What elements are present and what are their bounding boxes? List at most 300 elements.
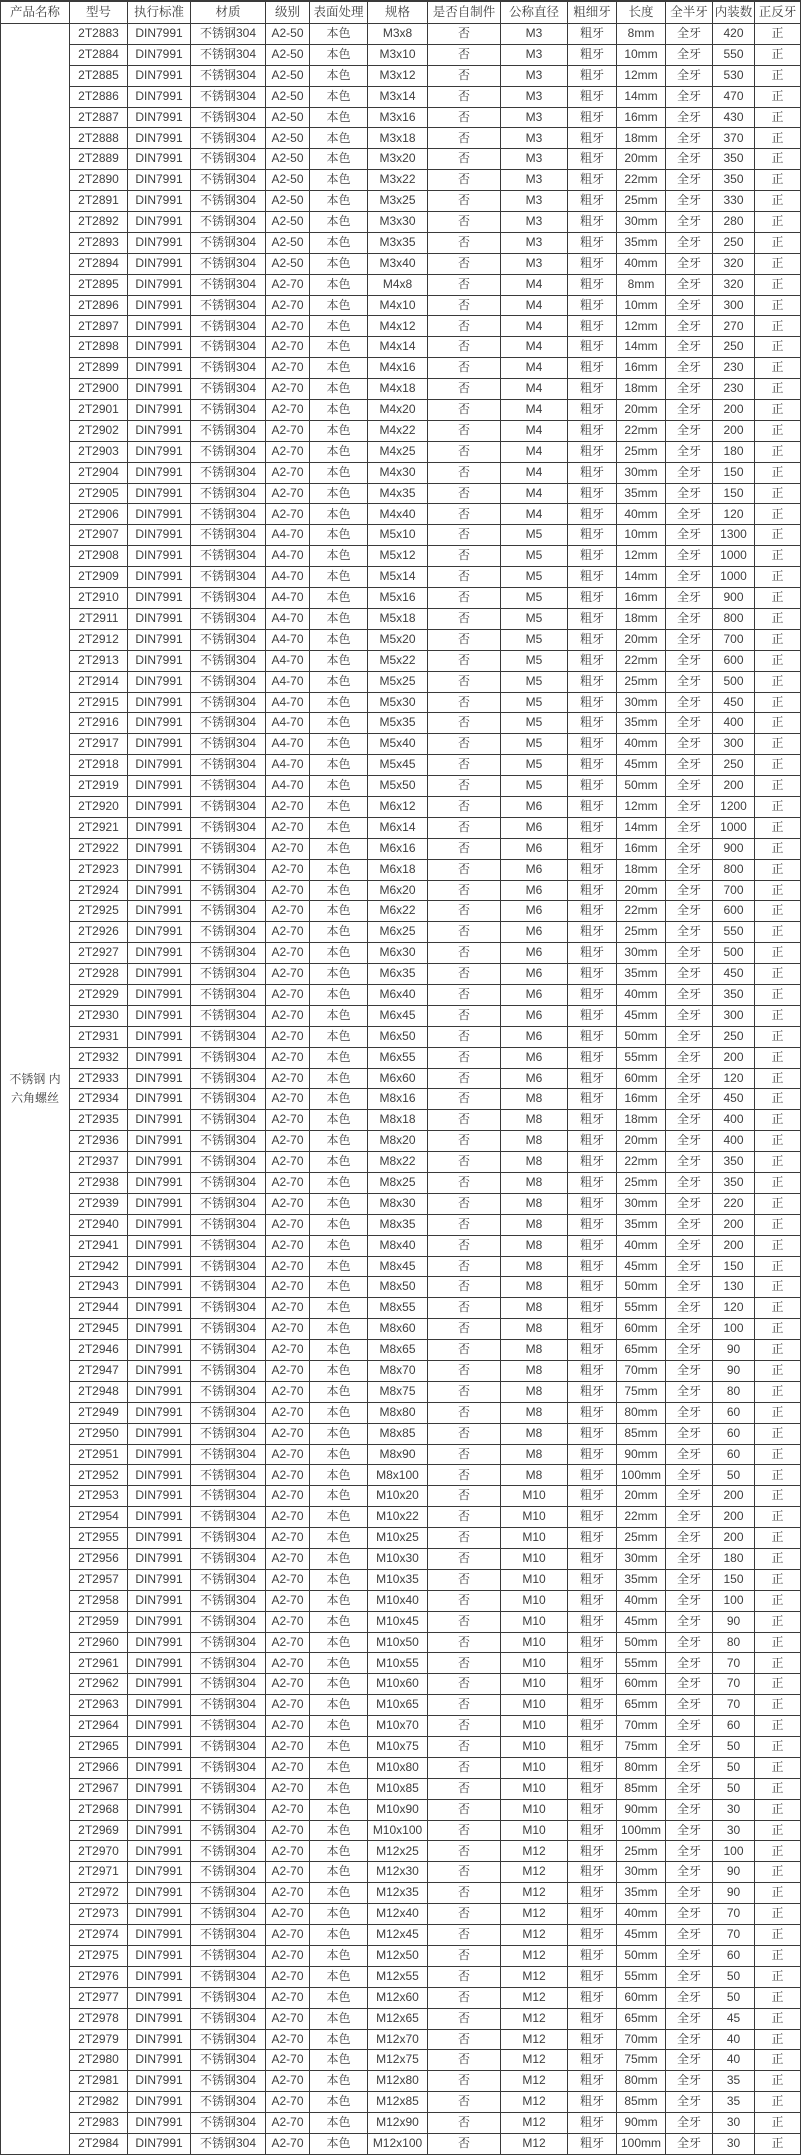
material-cell: 不锈钢304 bbox=[191, 755, 266, 776]
standard-cell: DIN7991 bbox=[128, 817, 191, 838]
table-row bbox=[1, 1235, 801, 1256]
spec-cell: M5x25 bbox=[368, 671, 428, 692]
standard-cell: DIN7991 bbox=[128, 1757, 191, 1778]
pack-qty-cell: 130 bbox=[713, 1277, 755, 1298]
surface-cell: 本色 bbox=[310, 1402, 368, 1423]
model-cell: 2T2941 bbox=[70, 1235, 128, 1256]
surface-cell: 本色 bbox=[310, 170, 368, 191]
thread-pitch-cell: 粗牙 bbox=[568, 588, 617, 609]
length-cell: 25mm bbox=[617, 1528, 666, 1549]
material-cell: 不锈钢304 bbox=[191, 504, 266, 525]
model-cell: 2T2909 bbox=[70, 567, 128, 588]
model-cell: 2T2945 bbox=[70, 1319, 128, 1340]
standard-cell: DIN7991 bbox=[128, 149, 191, 170]
standard-cell: DIN7991 bbox=[128, 295, 191, 316]
table-row bbox=[1, 1068, 801, 1089]
material-cell: 不锈钢304 bbox=[191, 817, 266, 838]
length-cell: 55mm bbox=[617, 1047, 666, 1068]
table-row bbox=[1, 1361, 801, 1382]
pack-qty-cell: 1000 bbox=[713, 817, 755, 838]
surface-cell: 本色 bbox=[310, 671, 368, 692]
standard-cell: DIN7991 bbox=[128, 1883, 191, 1904]
table-row bbox=[1, 588, 801, 609]
material-cell: 不锈钢304 bbox=[191, 1904, 266, 1925]
thread-type-cell: 全牙 bbox=[666, 1005, 713, 1026]
surface-cell: 本色 bbox=[310, 379, 368, 400]
spec-cell: M6x60 bbox=[368, 1068, 428, 1089]
surface-cell: 本色 bbox=[310, 128, 368, 149]
model-cell: 2T2901 bbox=[70, 400, 128, 421]
thread-direction-cell: 正 bbox=[755, 901, 801, 922]
self-made-cell: 否 bbox=[428, 1235, 501, 1256]
self-made-cell: 否 bbox=[428, 441, 501, 462]
material-cell: 不锈钢304 bbox=[191, 901, 266, 922]
thread-pitch-cell: 粗牙 bbox=[568, 2008, 617, 2029]
surface-cell: 本色 bbox=[310, 86, 368, 107]
length-cell: 22mm bbox=[617, 901, 666, 922]
self-made-cell: 否 bbox=[428, 2092, 501, 2113]
standard-cell: DIN7991 bbox=[128, 274, 191, 295]
pack-qty-cell: 250 bbox=[713, 232, 755, 253]
standard-cell: DIN7991 bbox=[128, 1569, 191, 1590]
material-cell: 不锈钢304 bbox=[191, 2050, 266, 2071]
model-cell: 2T2960 bbox=[70, 1632, 128, 1653]
thread-type-cell: 全牙 bbox=[666, 253, 713, 274]
thread-pitch-cell: 粗牙 bbox=[568, 483, 617, 504]
length-cell: 30mm bbox=[617, 212, 666, 233]
spec-cell: M12x75 bbox=[368, 2050, 428, 2071]
spec-cell: M10x85 bbox=[368, 1778, 428, 1799]
surface-cell: 本色 bbox=[310, 1068, 368, 1089]
spec-cell: M10x30 bbox=[368, 1549, 428, 1570]
thread-direction-cell: 正 bbox=[755, 1653, 801, 1674]
material-cell: 不锈钢304 bbox=[191, 1005, 266, 1026]
pack-qty-cell: 320 bbox=[713, 274, 755, 295]
length-cell: 16mm bbox=[617, 107, 666, 128]
table-row bbox=[1, 462, 801, 483]
length-cell: 18mm bbox=[617, 128, 666, 149]
thread-type-cell: 全牙 bbox=[666, 650, 713, 671]
thread-pitch-cell: 粗牙 bbox=[568, 1799, 617, 1820]
grade-cell: A2-50 bbox=[266, 253, 310, 274]
spec-cell: M10x35 bbox=[368, 1569, 428, 1590]
surface-cell: 本色 bbox=[310, 1841, 368, 1862]
surface-cell: 本色 bbox=[310, 838, 368, 859]
surface-cell: 本色 bbox=[310, 1423, 368, 1444]
surface-cell: 本色 bbox=[310, 1026, 368, 1047]
standard-cell: DIN7991 bbox=[128, 1381, 191, 1402]
length-cell: 60mm bbox=[617, 1674, 666, 1695]
surface-cell: 本色 bbox=[310, 1737, 368, 1758]
thread-pitch-cell: 粗牙 bbox=[568, 1047, 617, 1068]
model-cell: 2T2903 bbox=[70, 441, 128, 462]
thread-pitch-cell: 粗牙 bbox=[568, 1904, 617, 1925]
thread-pitch-cell: 粗牙 bbox=[568, 1361, 617, 1382]
spec-cell: M10x50 bbox=[368, 1632, 428, 1653]
surface-cell: 本色 bbox=[310, 859, 368, 880]
thread-pitch-cell: 粗牙 bbox=[568, 1235, 617, 1256]
model-cell: 2T2917 bbox=[70, 734, 128, 755]
surface-cell: 本色 bbox=[310, 358, 368, 379]
model-cell: 2T2890 bbox=[70, 170, 128, 191]
material-cell: 不锈钢304 bbox=[191, 2133, 266, 2154]
self-made-cell: 否 bbox=[428, 922, 501, 943]
standard-cell: DIN7991 bbox=[128, 1235, 191, 1256]
surface-cell: 本色 bbox=[310, 1820, 368, 1841]
model-cell: 2T2915 bbox=[70, 692, 128, 713]
material-cell: 不锈钢304 bbox=[191, 191, 266, 212]
diameter-cell: M3 bbox=[501, 86, 568, 107]
pack-qty-cell: 60 bbox=[713, 1945, 755, 1966]
thread-direction-cell: 正 bbox=[755, 1026, 801, 1047]
model-cell: 2T2919 bbox=[70, 776, 128, 797]
standard-cell: DIN7991 bbox=[128, 1402, 191, 1423]
material-cell: 不锈钢304 bbox=[191, 107, 266, 128]
spec-cell: M5x20 bbox=[368, 629, 428, 650]
thread-type-cell: 全牙 bbox=[666, 1841, 713, 1862]
self-made-cell: 否 bbox=[428, 295, 501, 316]
self-made-cell: 否 bbox=[428, 671, 501, 692]
standard-cell: DIN7991 bbox=[128, 734, 191, 755]
thread-direction-cell: 正 bbox=[755, 1841, 801, 1862]
thread-direction-cell: 正 bbox=[755, 880, 801, 901]
standard-cell: DIN7991 bbox=[128, 316, 191, 337]
model-cell: 2T2955 bbox=[70, 1528, 128, 1549]
grade-cell: A2-70 bbox=[266, 2071, 310, 2092]
column-header-3: 执行标准 bbox=[128, 1, 191, 24]
surface-cell: 本色 bbox=[310, 232, 368, 253]
thread-type-cell: 全牙 bbox=[666, 1799, 713, 1820]
pack-qty-cell: 120 bbox=[713, 1298, 755, 1319]
pack-qty-cell: 230 bbox=[713, 379, 755, 400]
table-row bbox=[1, 1820, 801, 1841]
table-row bbox=[1, 274, 801, 295]
diameter-cell: M10 bbox=[501, 1799, 568, 1820]
pack-qty-cell: 30 bbox=[713, 2133, 755, 2154]
material-cell: 不锈钢304 bbox=[191, 1235, 266, 1256]
surface-cell: 本色 bbox=[310, 212, 368, 233]
thread-type-cell: 全牙 bbox=[666, 1298, 713, 1319]
thread-direction-cell: 正 bbox=[755, 400, 801, 421]
surface-cell: 本色 bbox=[310, 1172, 368, 1193]
model-cell: 2T2892 bbox=[70, 212, 128, 233]
thread-type-cell: 全牙 bbox=[666, 107, 713, 128]
model-cell: 2T2895 bbox=[70, 274, 128, 295]
material-cell: 不锈钢304 bbox=[191, 1883, 266, 1904]
material-cell: 不锈钢304 bbox=[191, 170, 266, 191]
thread-pitch-cell: 粗牙 bbox=[568, 546, 617, 567]
thread-type-cell: 全牙 bbox=[666, 274, 713, 295]
spec-cell: M12x60 bbox=[368, 1987, 428, 2008]
self-made-cell: 否 bbox=[428, 1674, 501, 1695]
material-cell: 不锈钢304 bbox=[191, 650, 266, 671]
thread-direction-cell: 正 bbox=[755, 128, 801, 149]
table-row bbox=[1, 170, 801, 191]
grade-cell: A2-70 bbox=[266, 1507, 310, 1528]
model-cell: 2T2949 bbox=[70, 1402, 128, 1423]
grade-cell: A2-70 bbox=[266, 1340, 310, 1361]
pack-qty-cell: 60 bbox=[713, 1402, 755, 1423]
thread-type-cell: 全牙 bbox=[666, 901, 713, 922]
spec-cell: M4x40 bbox=[368, 504, 428, 525]
thread-pitch-cell: 粗牙 bbox=[568, 1653, 617, 1674]
diameter-cell: M10 bbox=[501, 1507, 568, 1528]
thread-direction-cell: 正 bbox=[755, 588, 801, 609]
thread-direction-cell: 正 bbox=[755, 1987, 801, 2008]
self-made-cell: 否 bbox=[428, 2113, 501, 2134]
table-row bbox=[1, 1757, 801, 1778]
thread-pitch-cell: 粗牙 bbox=[568, 1716, 617, 1737]
table-header bbox=[1, 1, 801, 24]
standard-cell: DIN7991 bbox=[128, 379, 191, 400]
length-cell: 100mm bbox=[617, 1820, 666, 1841]
length-cell: 100mm bbox=[617, 2133, 666, 2154]
thread-pitch-cell: 粗牙 bbox=[568, 1131, 617, 1152]
diameter-cell: M3 bbox=[501, 191, 568, 212]
thread-type-cell: 全牙 bbox=[666, 1507, 713, 1528]
pack-qty-cell: 60 bbox=[713, 1716, 755, 1737]
pack-qty-cell: 120 bbox=[713, 504, 755, 525]
length-cell: 70mm bbox=[617, 1361, 666, 1382]
thread-pitch-cell: 粗牙 bbox=[568, 232, 617, 253]
thread-type-cell: 全牙 bbox=[666, 817, 713, 838]
surface-cell: 本色 bbox=[310, 1152, 368, 1173]
self-made-cell: 否 bbox=[428, 253, 501, 274]
pack-qty-cell: 200 bbox=[713, 776, 755, 797]
thread-type-cell: 全牙 bbox=[666, 1319, 713, 1340]
diameter-cell: M12 bbox=[501, 1987, 568, 2008]
column-header-14: 正反牙 bbox=[755, 1, 801, 24]
standard-cell: DIN7991 bbox=[128, 128, 191, 149]
table-row bbox=[1, 1925, 801, 1946]
material-cell: 不锈钢304 bbox=[191, 1757, 266, 1778]
diameter-cell: M8 bbox=[501, 1214, 568, 1235]
length-cell: 65mm bbox=[617, 1695, 666, 1716]
standard-cell: DIN7991 bbox=[128, 629, 191, 650]
surface-cell: 本色 bbox=[310, 922, 368, 943]
length-cell: 45mm bbox=[617, 755, 666, 776]
thread-type-cell: 全牙 bbox=[666, 880, 713, 901]
pack-qty-cell: 50 bbox=[713, 1465, 755, 1486]
material-cell: 不锈钢304 bbox=[191, 1361, 266, 1382]
grade-cell: A2-70 bbox=[266, 1549, 310, 1570]
thread-direction-cell: 正 bbox=[755, 859, 801, 880]
grade-cell: A2-70 bbox=[266, 964, 310, 985]
grade-cell: A2-70 bbox=[266, 1005, 310, 1026]
model-cell: 2T2959 bbox=[70, 1611, 128, 1632]
spec-cell: M5x16 bbox=[368, 588, 428, 609]
self-made-cell: 否 bbox=[428, 462, 501, 483]
length-cell: 35mm bbox=[617, 964, 666, 985]
thread-direction-cell: 正 bbox=[755, 629, 801, 650]
thread-direction-cell: 正 bbox=[755, 1590, 801, 1611]
table-row bbox=[1, 316, 801, 337]
model-cell: 2T2965 bbox=[70, 1737, 128, 1758]
standard-cell: DIN7991 bbox=[128, 755, 191, 776]
surface-cell: 本色 bbox=[310, 149, 368, 170]
header-row bbox=[1, 1, 801, 24]
length-cell: 18mm bbox=[617, 608, 666, 629]
model-cell: 2T2964 bbox=[70, 1716, 128, 1737]
diameter-cell: M12 bbox=[501, 1841, 568, 1862]
standard-cell: DIN7991 bbox=[128, 1486, 191, 1507]
standard-cell: DIN7991 bbox=[128, 1193, 191, 1214]
surface-cell: 本色 bbox=[310, 1966, 368, 1987]
model-cell: 2T2954 bbox=[70, 1507, 128, 1528]
thread-direction-cell: 正 bbox=[755, 2113, 801, 2134]
thread-type-cell: 全牙 bbox=[666, 1444, 713, 1465]
thread-pitch-cell: 粗牙 bbox=[568, 650, 617, 671]
spec-cell: M4x22 bbox=[368, 420, 428, 441]
standard-cell: DIN7991 bbox=[128, 1590, 191, 1611]
spec-cell: M12x80 bbox=[368, 2071, 428, 2092]
self-made-cell: 否 bbox=[428, 24, 501, 45]
diameter-cell: M3 bbox=[501, 170, 568, 191]
material-cell: 不锈钢304 bbox=[191, 253, 266, 274]
diameter-cell: M3 bbox=[501, 24, 568, 45]
standard-cell: DIN7991 bbox=[128, 1152, 191, 1173]
thread-pitch-cell: 粗牙 bbox=[568, 1465, 617, 1486]
grade-cell: A2-70 bbox=[266, 922, 310, 943]
thread-type-cell: 全牙 bbox=[666, 86, 713, 107]
pack-qty-cell: 350 bbox=[713, 170, 755, 191]
thread-direction-cell: 正 bbox=[755, 838, 801, 859]
grade-cell: A2-70 bbox=[266, 337, 310, 358]
standard-cell: DIN7991 bbox=[128, 838, 191, 859]
grade-cell: A2-70 bbox=[266, 1047, 310, 1068]
standard-cell: DIN7991 bbox=[128, 671, 191, 692]
self-made-cell: 否 bbox=[428, 274, 501, 295]
pack-qty-cell: 900 bbox=[713, 838, 755, 859]
spec-cell: M4x12 bbox=[368, 316, 428, 337]
standard-cell: DIN7991 bbox=[128, 441, 191, 462]
thread-direction-cell: 正 bbox=[755, 170, 801, 191]
thread-pitch-cell: 粗牙 bbox=[568, 1737, 617, 1758]
surface-cell: 本色 bbox=[310, 1549, 368, 1570]
self-made-cell: 否 bbox=[428, 1966, 501, 1987]
thread-type-cell: 全牙 bbox=[666, 1340, 713, 1361]
model-cell: 2T2929 bbox=[70, 984, 128, 1005]
model-cell: 2T2979 bbox=[70, 2029, 128, 2050]
thread-type-cell: 全牙 bbox=[666, 734, 713, 755]
diameter-cell: M5 bbox=[501, 567, 568, 588]
pack-qty-cell: 90 bbox=[713, 1361, 755, 1382]
standard-cell: DIN7991 bbox=[128, 1716, 191, 1737]
table-row bbox=[1, 1193, 801, 1214]
material-cell: 不锈钢304 bbox=[191, 525, 266, 546]
table-row bbox=[1, 379, 801, 400]
diameter-cell: M8 bbox=[501, 1172, 568, 1193]
diameter-cell: M3 bbox=[501, 212, 568, 233]
grade-cell: A4-70 bbox=[266, 588, 310, 609]
standard-cell: DIN7991 bbox=[128, 1925, 191, 1946]
thread-pitch-cell: 粗牙 bbox=[568, 1507, 617, 1528]
thread-direction-cell: 正 bbox=[755, 1423, 801, 1444]
standard-cell: DIN7991 bbox=[128, 86, 191, 107]
pack-qty-cell: 270 bbox=[713, 316, 755, 337]
grade-cell: A2-50 bbox=[266, 149, 310, 170]
material-cell: 不锈钢304 bbox=[191, 608, 266, 629]
self-made-cell: 否 bbox=[428, 1569, 501, 1590]
pack-qty-cell: 350 bbox=[713, 149, 755, 170]
thread-type-cell: 全牙 bbox=[666, 2092, 713, 2113]
self-made-cell: 否 bbox=[428, 1172, 501, 1193]
diameter-cell: M6 bbox=[501, 796, 568, 817]
pack-qty-cell: 100 bbox=[713, 1841, 755, 1862]
pack-qty-cell: 550 bbox=[713, 44, 755, 65]
length-cell: 90mm bbox=[617, 2113, 666, 2134]
spec-cell: M3x20 bbox=[368, 149, 428, 170]
standard-cell: DIN7991 bbox=[128, 1841, 191, 1862]
diameter-cell: M4 bbox=[501, 295, 568, 316]
pack-qty-cell: 35 bbox=[713, 2092, 755, 2113]
length-cell: 50mm bbox=[617, 1632, 666, 1653]
thread-pitch-cell: 粗牙 bbox=[568, 1778, 617, 1799]
material-cell: 不锈钢304 bbox=[191, 274, 266, 295]
thread-type-cell: 全牙 bbox=[666, 295, 713, 316]
thread-pitch-cell: 粗牙 bbox=[568, 755, 617, 776]
length-cell: 30mm bbox=[617, 692, 666, 713]
grade-cell: A2-70 bbox=[266, 358, 310, 379]
surface-cell: 本色 bbox=[310, 316, 368, 337]
thread-direction-cell: 正 bbox=[755, 1507, 801, 1528]
self-made-cell: 否 bbox=[428, 420, 501, 441]
self-made-cell: 否 bbox=[428, 1110, 501, 1131]
thread-pitch-cell: 粗牙 bbox=[568, 1068, 617, 1089]
surface-cell: 本色 bbox=[310, 901, 368, 922]
spec-cell: M5x45 bbox=[368, 755, 428, 776]
thread-direction-cell: 正 bbox=[755, 504, 801, 525]
spec-cell: M5x50 bbox=[368, 776, 428, 797]
model-cell: 2T2977 bbox=[70, 1987, 128, 2008]
material-cell: 不锈钢304 bbox=[191, 358, 266, 379]
pack-qty-cell: 40 bbox=[713, 2029, 755, 2050]
length-cell: 12mm bbox=[617, 796, 666, 817]
self-made-cell: 否 bbox=[428, 358, 501, 379]
table-row bbox=[1, 1026, 801, 1047]
model-cell: 2T2896 bbox=[70, 295, 128, 316]
spec-cell: M6x18 bbox=[368, 859, 428, 880]
spec-cell: M12x85 bbox=[368, 2092, 428, 2113]
model-cell: 2T2884 bbox=[70, 44, 128, 65]
self-made-cell: 否 bbox=[428, 232, 501, 253]
self-made-cell: 否 bbox=[428, 1841, 501, 1862]
table-row bbox=[1, 1611, 801, 1632]
table-row bbox=[1, 149, 801, 170]
self-made-cell: 否 bbox=[428, 1757, 501, 1778]
spec-cell: M10x70 bbox=[368, 1716, 428, 1737]
surface-cell: 本色 bbox=[310, 796, 368, 817]
surface-cell: 本色 bbox=[310, 713, 368, 734]
self-made-cell: 否 bbox=[428, 1987, 501, 2008]
material-cell: 不锈钢304 bbox=[191, 1778, 266, 1799]
grade-cell: A2-50 bbox=[266, 24, 310, 45]
thread-pitch-cell: 粗牙 bbox=[568, 1340, 617, 1361]
thread-type-cell: 全牙 bbox=[666, 400, 713, 421]
pack-qty-cell: 90 bbox=[713, 1883, 755, 1904]
thread-type-cell: 全牙 bbox=[666, 859, 713, 880]
table-row bbox=[1, 441, 801, 462]
standard-cell: DIN7991 bbox=[128, 1423, 191, 1444]
table-row bbox=[1, 1569, 801, 1590]
model-cell: 2T2920 bbox=[70, 796, 128, 817]
thread-pitch-cell: 粗牙 bbox=[568, 2050, 617, 2071]
standard-cell: DIN7991 bbox=[128, 1319, 191, 1340]
table-row bbox=[1, 964, 801, 985]
thread-pitch-cell: 粗牙 bbox=[568, 2071, 617, 2092]
diameter-cell: M8 bbox=[501, 1110, 568, 1131]
model-cell: 2T2974 bbox=[70, 1925, 128, 1946]
